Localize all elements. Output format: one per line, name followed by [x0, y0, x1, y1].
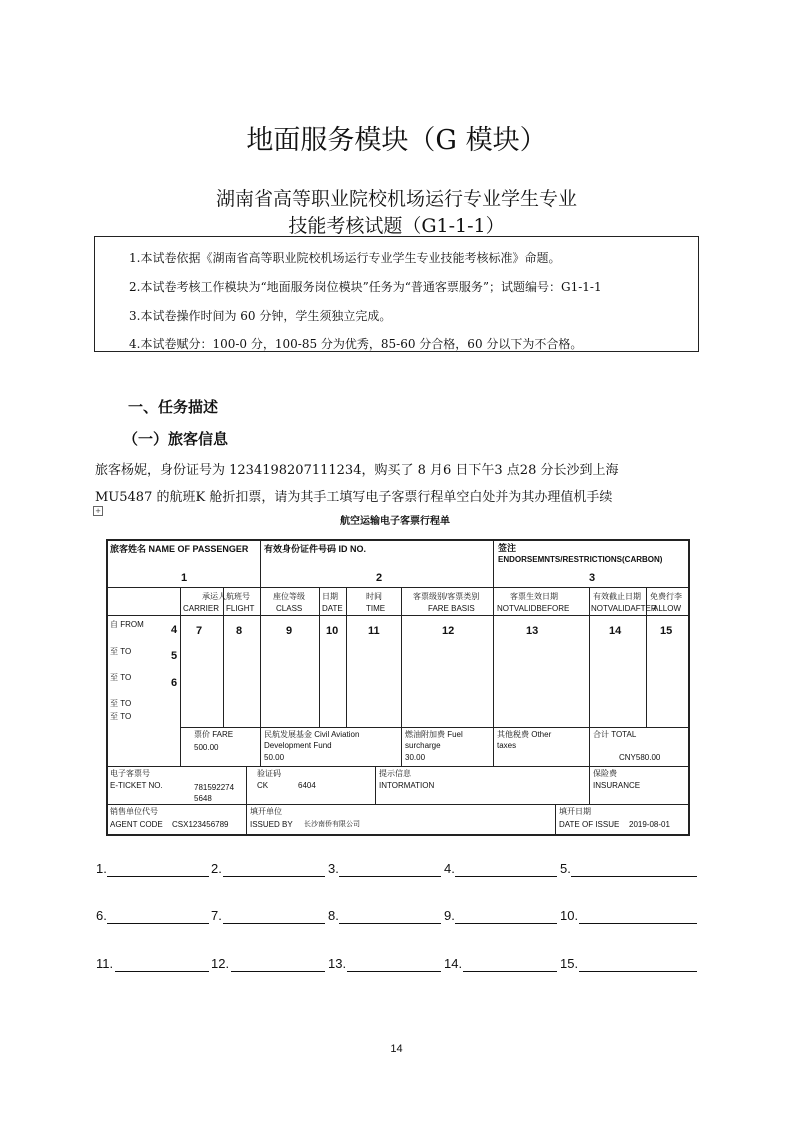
- check-code-value: 6404: [298, 781, 316, 790]
- fare-label: 票价 FARE: [194, 730, 234, 739]
- answer-blank-11[interactable]: [115, 971, 209, 972]
- answer-label-2: 2.: [211, 861, 222, 876]
- fuel-surcharge-label-2: surcharge: [405, 741, 441, 750]
- issued-by-label-en: ISSUED BY: [250, 820, 293, 829]
- rule-2: 2.本试卷考核工作模块为“地面服务岗位模块”任务为“普通客票服务”；试题编号：G1-1-1: [129, 280, 602, 294]
- class-header-en: CLASS: [276, 604, 303, 613]
- blank-marker-15: 15: [660, 625, 673, 637]
- page-title: 地面服务模块（G 模块）: [246, 125, 547, 156]
- rule-1: 1.本试卷依据《湖南省高等职业院校机场运行专业学生专业技能考核标准》命题。: [129, 251, 561, 265]
- total-value: CNY580.00: [619, 753, 661, 762]
- section-heading: 一、任务描述: [128, 398, 219, 416]
- carrier-header: 承运人: [202, 592, 226, 601]
- blank-marker-7: 7: [196, 625, 203, 637]
- flight-header: 航班号: [226, 592, 250, 601]
- answer-blank-15[interactable]: [579, 971, 697, 972]
- other-taxes-label: 其他税费 Other: [497, 730, 552, 739]
- agent-code-value: CSX123456789: [172, 820, 229, 829]
- id-number-label: 有效身份证件号码 ID NO.: [264, 544, 367, 554]
- blank-marker-11: 11: [368, 625, 380, 637]
- answer-blank-7[interactable]: [223, 923, 325, 924]
- other-taxes-label-2: taxes: [497, 741, 517, 750]
- answer-blank-6[interactable]: [107, 923, 209, 924]
- endorsement-en-label: ENDORSEMNTS/RESTRICTIONS(CARBON): [498, 555, 663, 564]
- answer-blank-8[interactable]: [339, 923, 441, 924]
- e-ticket-itinerary-table: [106, 539, 690, 836]
- answer-label-7: 7.: [211, 908, 222, 923]
- answer-label-14: 14.: [444, 956, 463, 971]
- fuel-surcharge-value: 30.00: [405, 753, 426, 762]
- answer-blank-2[interactable]: [223, 876, 325, 877]
- insurance-label-en: INSURANCE: [593, 781, 641, 790]
- answer-label-15: 15.: [560, 956, 579, 971]
- issue-date-value: 2019-08-01: [629, 820, 670, 829]
- caac-fund-value: 50.00: [264, 753, 285, 762]
- passenger-name-label: 旅客姓名 NAME OF PASSENGER: [110, 544, 249, 554]
- insurance-label: 保险费: [593, 769, 617, 778]
- answer-label-1: 1.: [96, 861, 107, 876]
- to-label-4: 至 TO: [110, 712, 132, 721]
- answer-label-11: 11.: [96, 956, 114, 971]
- answer-label-3: 3.: [328, 861, 339, 876]
- caac-fund-label: 民航发展基金 Civil Aviation: [264, 730, 360, 739]
- not-valid-after-header-en: NOTVALIDAFTER: [591, 604, 657, 613]
- blank-marker-3: 3: [589, 572, 596, 584]
- total-label: 合计 TOTAL: [593, 730, 637, 739]
- time-header-en: TIME: [366, 604, 386, 613]
- date-header-en: DATE: [322, 604, 343, 613]
- answer-label-5: 5.: [560, 861, 571, 876]
- issued-by-label: 填开单位: [250, 807, 282, 816]
- allow-header-en: ALLOW: [653, 604, 682, 613]
- agent-code-label: 销售单位代号: [110, 807, 158, 816]
- blank-marker-12: 12: [442, 625, 455, 637]
- blank-marker-8: 8: [236, 625, 243, 637]
- table-expand-icon[interactable]: +: [93, 506, 103, 516]
- check-code-label: 验证码: [257, 769, 281, 778]
- answer-blank-12[interactable]: [231, 971, 325, 972]
- answer-blank-13[interactable]: [347, 971, 441, 972]
- time-header: 时间: [366, 592, 382, 601]
- blank-marker-10: 10: [326, 625, 339, 637]
- blank-marker-13: 13: [526, 625, 539, 637]
- answer-label-6: 6.: [96, 908, 107, 923]
- information-label-en: INTORMATION: [379, 781, 435, 790]
- carrier-header-en: CARRIER: [183, 604, 220, 613]
- exam-subtitle-line2: 技能考核试题（G1-1-1）: [288, 215, 505, 237]
- answer-label-10: 10.: [560, 908, 579, 923]
- check-code-prefix: CK: [257, 781, 269, 790]
- eticket-number-2: 5648: [194, 794, 212, 803]
- blank-marker-6: 6: [171, 677, 178, 689]
- blank-marker-1: 1: [181, 572, 188, 584]
- issue-date-label-en: DATE OF ISSUE: [559, 820, 620, 829]
- answer-blank-3[interactable]: [339, 876, 441, 877]
- class-header: 座位等级: [273, 592, 305, 601]
- eticket-label-en: E-TICKET NO.: [110, 781, 163, 790]
- answer-label-4: 4.: [444, 861, 455, 876]
- subsection-heading: （一）旅客信息: [123, 430, 229, 448]
- not-valid-before-header: 客票生效日期: [510, 592, 558, 601]
- to-label-2: 至 TO: [110, 673, 132, 682]
- answer-blank-1[interactable]: [107, 876, 209, 877]
- rule-4: 4.本试卷赋分：100-0 分，100-85 分为优秀，85-60 分合格，60 分以下为不合格。: [129, 337, 583, 351]
- answer-blank-9[interactable]: [455, 923, 557, 924]
- fuel-surcharge-label: 燃油附加费 Fuel: [405, 730, 463, 739]
- blank-marker-5: 5: [171, 650, 178, 662]
- answer-blank-14[interactable]: [463, 971, 557, 972]
- answer-blank-5[interactable]: [571, 876, 697, 877]
- fare-basis-header: 客票级别/客票类别: [413, 592, 480, 601]
- blank-marker-4: 4: [171, 624, 178, 636]
- blank-marker-14: 14: [609, 625, 622, 637]
- issued-by-value: 长沙南侨有限公司: [304, 821, 360, 828]
- eticket-label: 电子客票号: [110, 769, 150, 778]
- answer-blank-10[interactable]: [579, 923, 697, 924]
- fare-value: 500.00: [194, 743, 219, 752]
- allow-header: 免费行李: [650, 592, 682, 601]
- exam-rules-box: [94, 236, 699, 352]
- issue-date-label: 填开日期: [559, 807, 591, 816]
- endorsement-label: 签注: [498, 543, 517, 553]
- not-valid-after-header: 有效截止日期: [593, 592, 641, 601]
- blank-marker-2: 2: [376, 572, 383, 584]
- to-label-3: 至 TO: [110, 699, 132, 708]
- exam-subtitle-line1: 湖南省高等职业院校机场运行专业学生专业: [215, 188, 577, 210]
- from-label: 自 FROM: [110, 620, 144, 629]
- answer-label-12: 12.: [211, 956, 230, 971]
- rule-3: 3.本试卷操作时间为 60 分钟，学生须独立完成。: [129, 309, 392, 323]
- to-label-1: 至 TO: [110, 647, 132, 656]
- page-number: 14: [390, 1043, 403, 1055]
- eticket-number-1: 781592274: [194, 783, 235, 792]
- ticket-title: 航空运输电子客票行程单: [340, 516, 450, 527]
- not-valid-before-header-en: NOTVALIDBEFORE: [497, 604, 570, 613]
- fare-basis-header-en: FARE BASIS: [428, 604, 475, 613]
- blank-marker-9: 9: [286, 625, 293, 637]
- information-label: 提示信息: [379, 769, 411, 778]
- answer-label-13: 13.: [328, 956, 347, 971]
- answer-label-8: 8.: [328, 908, 339, 923]
- answer-blank-4[interactable]: [455, 876, 557, 877]
- date-header: 日期: [322, 592, 338, 601]
- caac-fund-label-2: Development Fund: [264, 741, 332, 750]
- flight-header-en: FLIGHT: [226, 604, 255, 613]
- agent-code-label-en: AGENT CODE: [110, 820, 163, 829]
- passenger-info-line2: MU5487 的航班K 舱折扣票，请为其手工填写电子客票行程单空白处并为其办理值机手续: [95, 490, 613, 505]
- passenger-info-line1: 旅客杨妮，身份证号为 1234198207111234，购买了 8 月6 日下午3 点28 分长沙到上海: [95, 463, 619, 478]
- answer-label-9: 9.: [444, 908, 455, 923]
